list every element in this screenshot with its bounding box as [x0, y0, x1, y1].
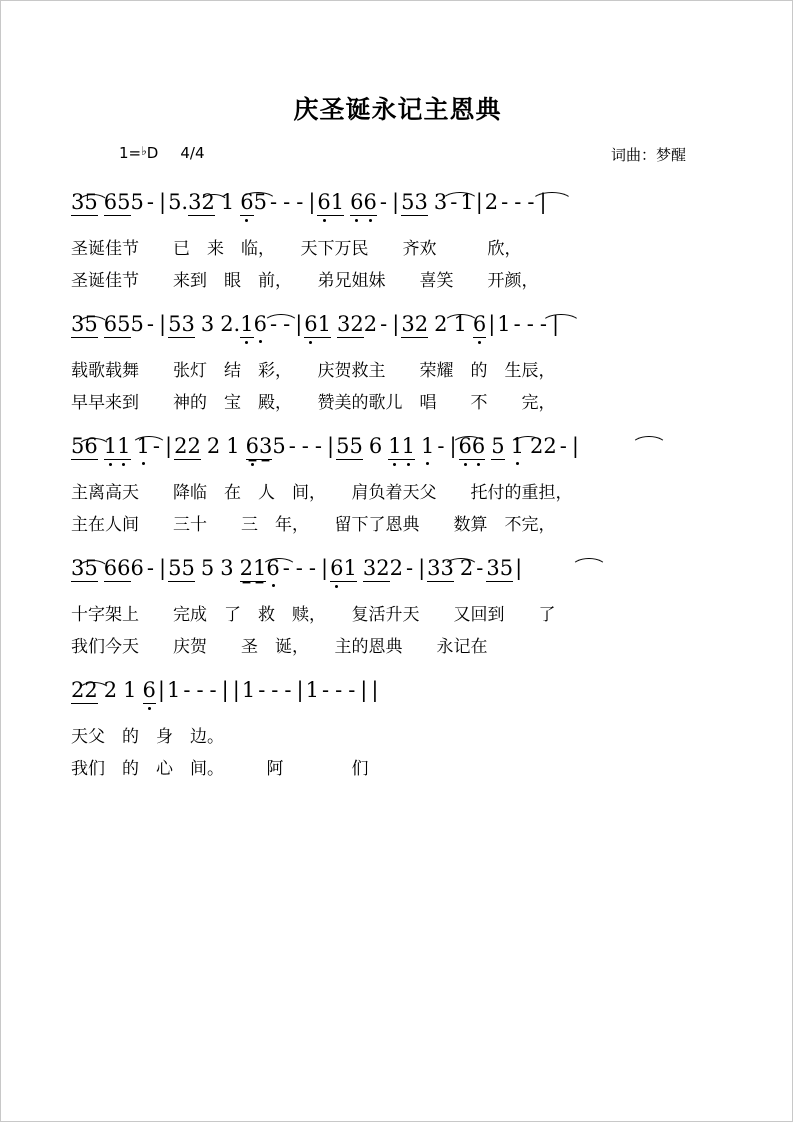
notation-line-1: 35 655 - |5.32 1 65 - - - |61 66 - |53 3 - 1|2 - - - |	[71, 190, 793, 230]
composer-credit: 词曲：梦醒	[610, 146, 686, 164]
slur-icon	[541, 314, 581, 324]
music-system-4	[1, 540, 793, 662]
slur-icon	[531, 192, 573, 202]
lyrics-verse-1: 天父 的 身 边。	[71, 727, 224, 747]
lyrics-verse-1: 主离高天 降临 在 人 间， 肩负着天父 托付的重担，	[71, 483, 573, 503]
score-meta	[1, 144, 793, 174]
lyrics-verse-1: 十字架上 完成 了 救 赎， 复活升天 又回到 了	[71, 605, 556, 625]
music-system-1	[1, 174, 793, 296]
lyrics-verse-1: 圣诞佳节 已 来 临， 天下万民 齐欢 欣，	[71, 239, 522, 259]
key-signature: 1=♭D	[119, 144, 159, 162]
music-system-3	[1, 418, 793, 540]
notation-line-5: 22 2 1 6|1 - - - | |1 - - - |1 - - - | |	[71, 678, 379, 702]
song-sheet	[1, 1, 793, 784]
lyrics-verse-2: 我们今天 庆贺 圣 诞， 主的恩典 永记在	[71, 637, 488, 657]
time-signature: 4/4	[180, 144, 205, 162]
notation-line-2: 35 655 - |53 3 2.16 - - |61 322 - |32 2 1 6|1 - - - |	[71, 312, 793, 352]
notation-line-3: 56 11 1 - |22 2 1 635 - - - |55 6 11 1 - |66 5 1 22 - |	[71, 434, 793, 474]
lyrics-verse-1: 载歌载舞 张灯 结 彩， 庆贺救主 荣耀 的 生辰，	[71, 361, 556, 381]
lyrics-verse-2: 主在人间 三十 三 年， 留下了恩典 数算 不完，	[71, 515, 556, 535]
lyrics-verse-2: 我们 的 心 间。 阿 们	[71, 759, 369, 779]
slur-icon	[631, 436, 667, 446]
page-title: 庆圣诞永记主恩典	[293, 95, 502, 124]
notation-line-4: 35 666 - |55 5 3 216 - - - |61 322 - |33 2 - 35|	[71, 556, 793, 596]
music-system-2	[1, 296, 793, 418]
key-and-time-signature	[119, 144, 205, 162]
music-system-5	[1, 662, 793, 784]
slur-icon	[571, 558, 607, 568]
lyrics-verse-2: 圣诞佳节 来到 眼 前， 弟兄姐妹 喜笑 开颜，	[71, 271, 539, 291]
lyrics-verse-2: 早早来到 神的 宝 殿， 赞美的歌儿 唱 不 完，	[71, 393, 556, 413]
